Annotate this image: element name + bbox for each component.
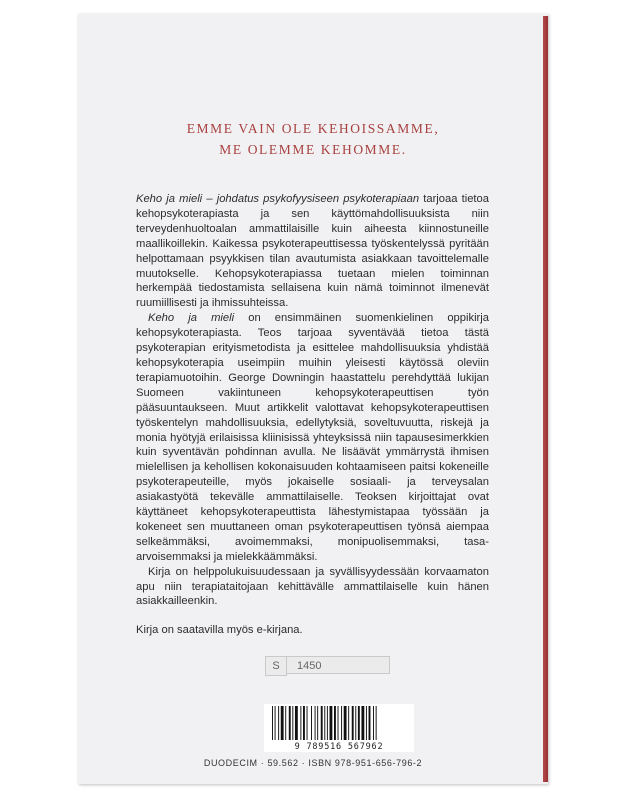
price-sticker-left — [265, 656, 287, 676]
barcode-bars — [264, 704, 414, 742]
blurb-paragraph-3: Kirja on helppolukuisuudessaan ja syvällisyydessään korvaamaton apu niin terapiataitojaan kehittävälle ammattilaiselle kuin hänen asiakkailleenkin. — [136, 565, 489, 608]
book-title-short-italic: Keho ja mieli — [148, 312, 235, 325]
publisher-imprint: DUODECIM · 59.562 · ISBN 978-951-656-796-2 — [203, 758, 423, 768]
book-back-cover — [78, 14, 548, 784]
book-title-italic: Keho ja mieli – johdatus psykofyysiseen psykoterapiaan — [136, 193, 420, 205]
cover-tagline — [78, 118, 548, 160]
blurb-paragraph-2 — [136, 311, 489, 564]
blurb-paragraph-4: Kirja on saatavilla myös e-kirjana. — [136, 624, 303, 637]
blurb-paragraph-2-text: on ensimmäinen suomenkielinen oppikirja kehopsykoterapiasta. Teos tarjoaa syventävää tietoa tästä psykoterapian erityismetodista ja esittelee mahdollisuuksia yhdistää kehopsykoterapia useimpiin muihin yleisesti käytössä oleviin terapiamuotoihin. George Downingin haastattelu perehdyttää lukijan Suomeen vakiintuneen kehopsykoterapeuttisen työn pääsuuntaukseen. Muut artikkelit valottavat kehopsykoterapeuttisen työskentelyn mahdollisuuksia, edellytyksiä, soveltuvuutta, riskejä ja monia hyötyjä erilaisissa kliinisissä yhteyksissä niin tapausesimerkkien kuin syventävän pohdinnan avulla. Ne lisäävät ymmärrystä ihmisen mielellisen ja kehollisen kokonaisuuden kohtaamiseen paitsi kokeneille psykoterapeuteille, myös jokaiselle sosiaali- ja terveysalan asiakastyötä tekevälle ammattilaiselle. Teoksen kirjoittajat ovat käyttäneet kehopsykoterapeuttista lähestymistapaa työssään ja kokeneet sen muuttaneen oman psykoterapeuttisen työnsä aiempaa selkeämmäksi, avoimemmaksi, monipuolisemmaksi, tasa-arvoisemmaksi ja mielekkäämmäksi. — [136, 312, 489, 563]
isbn-barcode — [264, 704, 414, 752]
barcode-digits: 9 789516 567962 — [294, 742, 384, 752]
tagline-line-1: EMME VAIN OLE KEHOISSAMME, — [186, 121, 440, 136]
sticker-right-mark: 1450 — [297, 660, 322, 672]
sticker-left-mark: S — [272, 660, 280, 672]
blurb-paragraph-1-text: tarjoaa tietoa kehopsykoterapiasta ja sen käyttömahdollisuuksista niin terveydenhuoltoalan ammattilaisille kuin aiheesta kiinnostuneille maallikoillekin. Kaikessa psykoterapeuttisessa työskentelyssä pyritään helpottamaan psyykkisen tilan avautumista asiakkaan tavoittelemalle muutokselle. Kehopsykoterapiassa tuetaan mielen toiminnan herkempää tiedostamista sellaisena kuin nämä toiminnot ilmenevät ruumiillisesti ja ihmissuhteissa. — [136, 193, 489, 310]
price-sticker-right — [286, 656, 390, 674]
blurb-paragraph-1 — [136, 192, 489, 311]
spine-edge — [543, 16, 548, 782]
blurb-text — [136, 192, 489, 638]
tagline-line-2: ME OLEMME KEHOMME. — [219, 142, 407, 157]
